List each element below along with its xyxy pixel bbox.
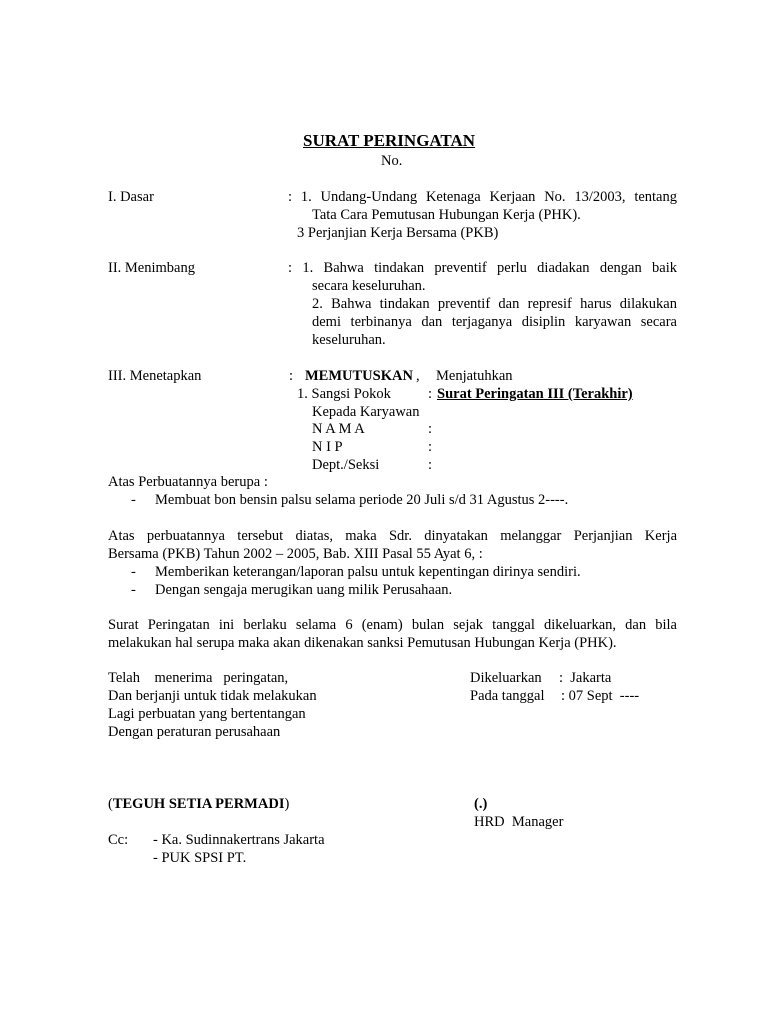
menimbang-line-3: 2. Bahwa tindakan preventif dan represif harus dilakukan bbox=[312, 296, 677, 312]
menimbang-label: II. Menimbang bbox=[108, 260, 195, 276]
employee-name: TEGUH SETIA PERMADI bbox=[112, 796, 285, 812]
field-dept-colon: : bbox=[428, 457, 433, 473]
berlaku-line-1: Surat Peringatan ini berlaku selama 6 (enam) bulan sejak tanggal dikeluarkan, dan bila bbox=[108, 617, 677, 633]
sangsi-colon: : bbox=[428, 386, 433, 402]
field-nip-colon: : bbox=[428, 439, 433, 455]
dasar-label: I. Dasar bbox=[108, 189, 154, 205]
employee-paren-open: ( bbox=[108, 796, 113, 812]
menetapkan-label: III. Menetapkan bbox=[108, 368, 202, 384]
menimbang-line-1: : 1. Bahwa tindakan preventif perlu diadakan dengan baik bbox=[288, 260, 677, 276]
decision-suffix: Menjatuhkan bbox=[436, 368, 513, 384]
kepada-karyawan: Kepada Karyawan bbox=[312, 404, 420, 420]
decision-comma: , bbox=[416, 368, 420, 384]
field-nip-label: N I P bbox=[312, 439, 343, 455]
field-dept-label: Dept./Seksi bbox=[312, 457, 380, 473]
cc-item-2: - PUK SPSI PT. bbox=[153, 850, 247, 866]
decision-text: MEMUTUSKAN bbox=[305, 368, 413, 384]
pelanggaran-line-2: Bersama (PKB) Tahun 2002 – 2005, Bab. XIII Pasal 55 Ayat 6, : bbox=[108, 546, 483, 562]
menetapkan-colon: : bbox=[289, 368, 294, 384]
berlaku-line-2: melakukan hal serupa maka akan dikenakan sanksi Pemutusan Hubungan Kerja (PHK). bbox=[108, 635, 617, 651]
issued-date-label: Pada tanggal bbox=[470, 688, 545, 704]
sangsi-value: Surat Peringatan III (Terakhir) bbox=[437, 386, 633, 402]
acknowledgement-line-3: Lagi perbuatan yang bertentangan bbox=[108, 706, 306, 722]
issued-place-label: Dikeluarkan bbox=[470, 670, 542, 686]
manager-name: (.) bbox=[474, 796, 488, 812]
employee-signature bbox=[108, 795, 289, 813]
menimbang-line-2: secara keseluruhan. bbox=[312, 278, 426, 294]
field-nama-label: N A M A bbox=[312, 421, 365, 437]
manager-title: HRD Manager bbox=[474, 814, 564, 830]
sangsi-label: 1. Sangsi Pokok bbox=[297, 386, 391, 402]
cc-item-1: - Ka. Sudinnakertrans Jakarta bbox=[153, 832, 325, 848]
acknowledgement-line-1: Telah menerima peringatan, bbox=[108, 670, 289, 686]
acknowledgement-line-4: Dengan peraturan perusahaan bbox=[108, 724, 281, 740]
pelanggaran-item-2-dash: - bbox=[131, 582, 136, 598]
menimbang-line-4: demi terbinanya dan terjaganya disiplin karyawan secara bbox=[312, 314, 677, 330]
perbuatan-item-dash: - bbox=[131, 492, 136, 508]
cc-label: Cc: bbox=[108, 832, 129, 848]
letter-title: SURAT PERINGATAN bbox=[303, 131, 476, 150]
dasar-line-1: : 1. Undang-Undang Ketenaga Kerjaan No. 13/2003, tentang bbox=[288, 189, 677, 205]
pelanggaran-line-1: Atas perbuatannya tersebut diatas, maka Sdr. dinyatakan melanggar Perjanjian Kerja bbox=[108, 528, 677, 544]
letter-number-label: No. bbox=[381, 153, 403, 169]
issued-place-value: : Jakarta bbox=[559, 670, 612, 686]
issued-date-value: : 07 Sept ---- bbox=[561, 688, 640, 704]
pelanggaran-item-1-dash: - bbox=[131, 564, 136, 580]
field-nama-colon: : bbox=[428, 421, 433, 437]
menimbang-line-5: keseluruhan. bbox=[312, 332, 386, 348]
perbuatan-item-text: Membuat bon bensin palsu selama periode 20 Juli s/d 31 Agustus 2----. bbox=[155, 492, 569, 508]
perbuatan-heading: Atas Perbuatannya berupa : bbox=[108, 474, 268, 490]
pelanggaran-item-2-text: Dengan sengaja merugikan uang milik Perusahaan. bbox=[155, 582, 453, 598]
employee-paren-close: ) bbox=[284, 796, 290, 812]
pelanggaran-item-1-text: Memberikan keterangan/laporan palsu untuk kepentingan dirinya sendiri. bbox=[155, 564, 581, 580]
acknowledgement-line-2: Dan berjanji untuk tidak melakukan bbox=[108, 688, 317, 704]
dasar-line-2: Tata Cara Pemutusan Hubungan Kerja (PHK). bbox=[312, 207, 581, 223]
dasar-line-3: 3 Perjanjian Kerja Bersama (PKB) bbox=[297, 225, 499, 241]
